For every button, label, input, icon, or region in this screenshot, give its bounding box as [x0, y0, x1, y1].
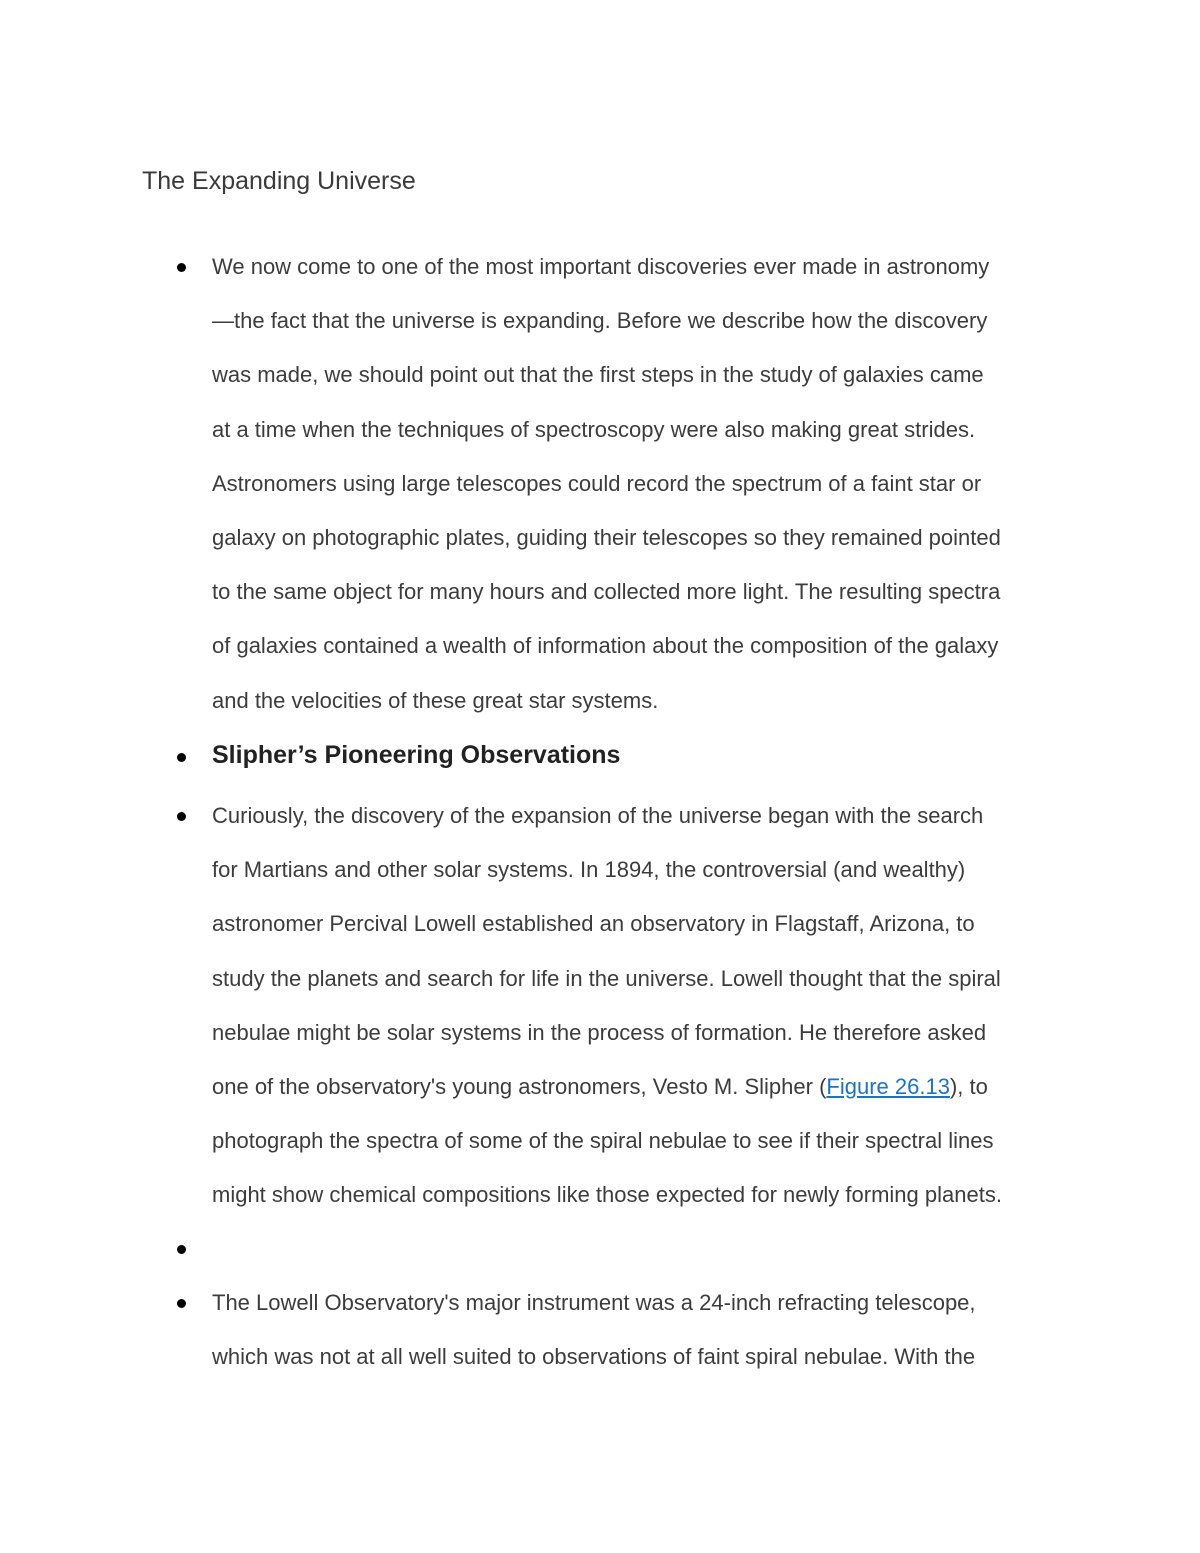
text-span: ), to	[949, 1073, 988, 1099]
text-line: at a time when the techniques of spectroscopy were also making great strides.	[212, 416, 976, 442]
section-heading: Slipher’s Pioneering Observations	[212, 741, 621, 769]
list-item-empty	[212, 1222, 1072, 1276]
text-line: The Lowell Observatory's major instrument was a 24-inch refracting telescope,	[212, 1290, 976, 1315]
list-item-intro	[212, 240, 1072, 728]
bullet-icon	[177, 812, 186, 821]
text-line: Astronomers using large telescopes could record the spectrum of a faint star or	[212, 470, 982, 496]
text-span: one of the observatory's young astronomers, Vesto M. Slipher (	[212, 1073, 827, 1099]
text-line: Curiously, the discovery of the expansion of the universe began with the search	[212, 803, 984, 828]
text-line: to the same object for many hours and collected more light. The resulting spectra	[212, 579, 1001, 605]
empty-line	[212, 1222, 1072, 1276]
list-item-heading	[212, 739, 1072, 771]
bullet-icon	[177, 753, 186, 762]
list-item-lowell	[212, 1276, 1072, 1384]
bullet-icon	[177, 1299, 186, 1308]
text-line: of galaxies contained a wealth of information about the composition of the galaxy	[212, 633, 999, 659]
text-line: We now come to one of the most important discoveries ever made in astronomy	[212, 254, 990, 279]
text-line: nebulae might be solar systems in the process of formation. He therefore asked	[212, 1019, 987, 1045]
text-line: which was not at all well suited to observations of faint spiral nebulae. With the	[212, 1344, 976, 1370]
document-title: The Expanding Universe	[142, 167, 416, 195]
text-line: was made, we should point out that the first steps in the study of galaxies came	[212, 362, 984, 388]
text-line-with-link	[212, 1060, 1072, 1114]
text-line: might show chemical compositions like those expected for newly forming planets.	[212, 1182, 1002, 1208]
text-line: galaxy on photographic plates, guiding their telescopes so they remained pointed	[212, 524, 1001, 550]
text-line: —the fact that the universe is expanding. Before we describe how the discovery	[212, 308, 988, 334]
text-line: photograph the spectra of some of the spiral nebulae to see if their spectral lines	[212, 1128, 994, 1154]
text-line: study the planets and search for life in the universe. Lowell thought that the spiral	[212, 965, 1001, 991]
text-line: for Martians and other solar systems. In 1894, the controversial (and wealthy)	[212, 857, 966, 883]
text-line: astronomer Percival Lowell established an observatory in Flagstaff, Arizona, to	[212, 911, 975, 937]
figure-link[interactable]: Figure 26.13	[826, 1073, 950, 1099]
list-item-slipher	[212, 789, 1072, 1223]
bullet-icon	[177, 1245, 186, 1254]
text-line: and the velocities of these great star systems.	[212, 687, 659, 713]
bullet-icon	[177, 263, 186, 272]
